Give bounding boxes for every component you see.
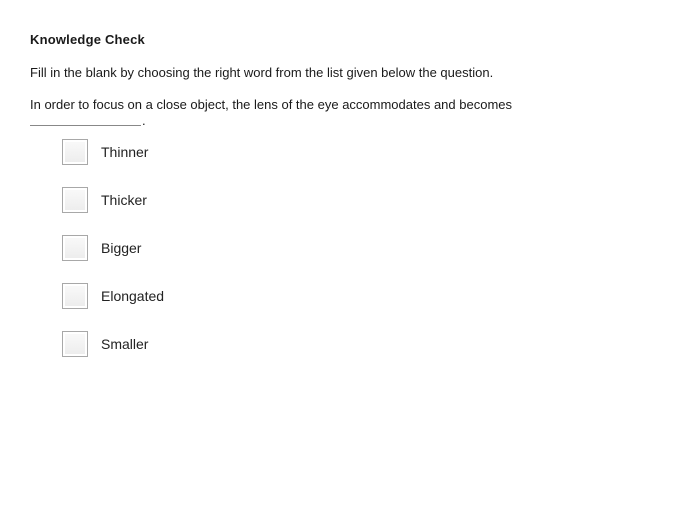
instruction-text: Fill in the blank by choosing the right word from the list given below the question. bbox=[30, 65, 494, 80]
option-checkbox[interactable] bbox=[62, 139, 88, 165]
option-checkbox[interactable] bbox=[62, 187, 88, 213]
option-label: Bigger bbox=[101, 240, 142, 256]
option-checkbox[interactable] bbox=[62, 331, 88, 357]
option-label: Thinner bbox=[101, 144, 149, 160]
option-label: Thicker bbox=[101, 192, 147, 208]
option-thicker[interactable] bbox=[62, 186, 164, 214]
option-bigger[interactable] bbox=[62, 234, 164, 262]
question-text: In order to focus on a close object, the lens of the eye accommodates and becomes bbox=[30, 97, 513, 112]
option-thinner[interactable] bbox=[62, 138, 164, 166]
option-elongated[interactable] bbox=[62, 282, 164, 310]
option-smaller[interactable] bbox=[62, 330, 164, 358]
option-label: Elongated bbox=[101, 288, 165, 304]
answer-options-list bbox=[62, 138, 164, 378]
answer-blank bbox=[30, 125, 141, 126]
option-checkbox[interactable] bbox=[62, 235, 88, 261]
blank-period: . bbox=[142, 113, 146, 128]
option-label: Smaller bbox=[101, 336, 149, 352]
option-checkbox[interactable] bbox=[62, 283, 88, 309]
page-title: Knowledge Check bbox=[30, 32, 145, 47]
